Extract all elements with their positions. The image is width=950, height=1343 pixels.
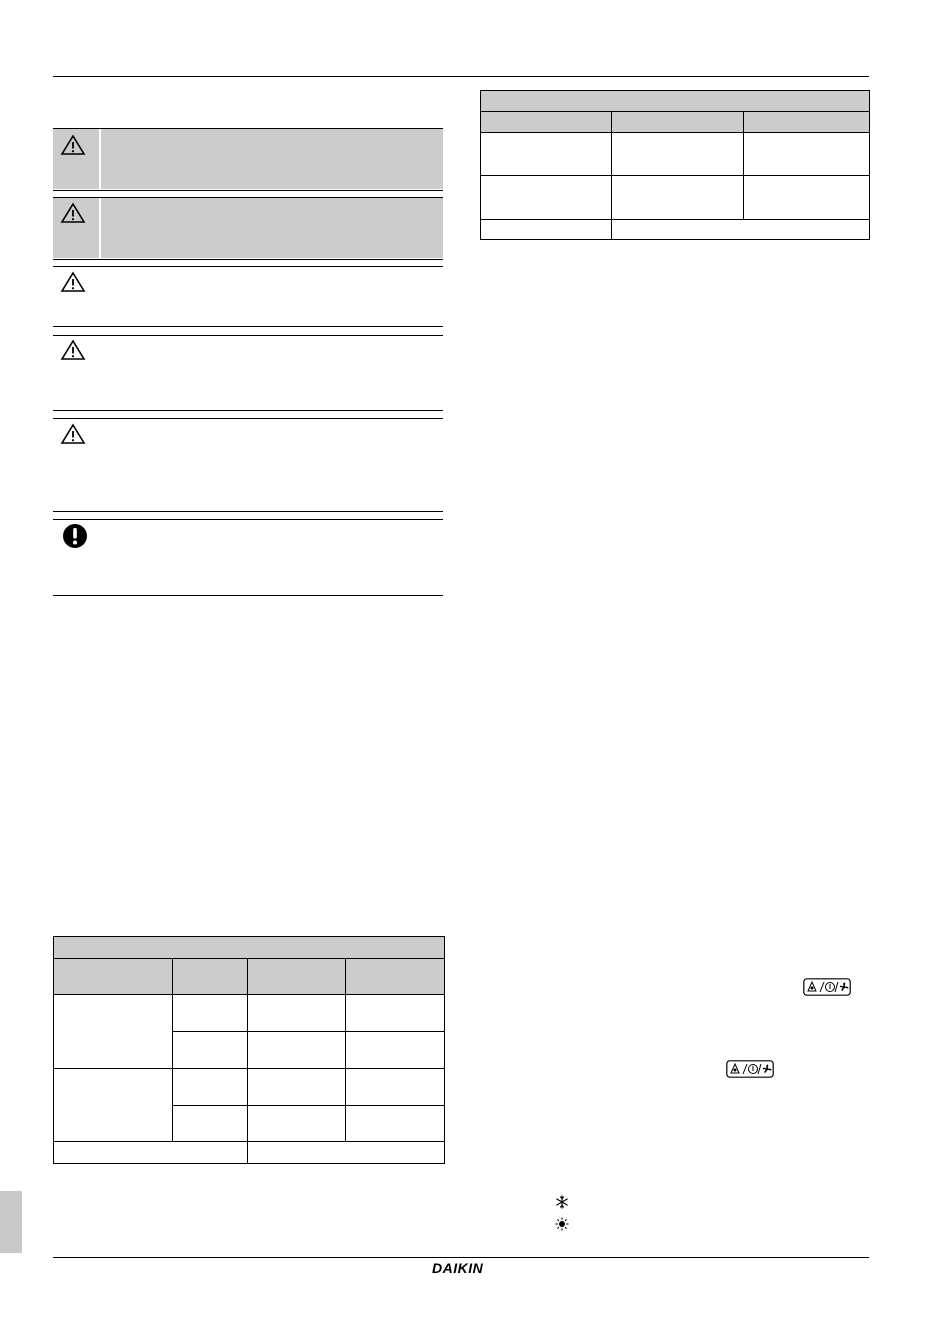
notice-rule [53,259,443,260]
table-cell [346,1069,445,1106]
table-cell [346,995,445,1032]
warning-triangle-icon [60,423,86,445]
notice-rule [53,190,443,191]
notice-rule [53,519,443,520]
table-header-cell [612,112,744,133]
header-rule [53,76,869,77]
table-header-cell [346,959,445,995]
table-cell [744,133,870,176]
notice-rule [53,595,443,596]
warning-triangle-icon [60,271,86,293]
table-cell [54,995,173,1069]
table-title-cell [481,91,870,112]
table-cell [173,1069,248,1106]
notice-rule [53,410,443,411]
exclamation-circle-icon [62,523,88,549]
table-cell [612,133,744,176]
table-cell [173,1106,248,1142]
table-header-cell [54,959,173,995]
table-cell [248,1032,346,1069]
table-cell [248,1142,445,1164]
table-cell [481,220,612,240]
table-cell [54,1069,173,1142]
table-header-cell [248,959,346,995]
notice-rule [53,335,443,336]
brand-logo: DAIKIN [432,1260,484,1276]
table-cell [248,995,346,1032]
mode-button-icon [726,1060,774,1078]
spec-table-right [480,90,870,240]
mode-button-icon [803,978,851,996]
table-cell [248,1069,346,1106]
notice-rule [53,418,443,419]
table-header-cell [481,112,612,133]
spec-table-left [53,936,445,1164]
table-title-cell [54,937,445,959]
notice-rule [53,326,443,327]
table-cell [481,176,612,220]
table-header-cell [173,959,248,995]
warning-notice [53,129,443,189]
snowflake-icon [555,1195,569,1209]
table-cell [54,1142,248,1164]
notice-rule [53,266,443,267]
warning-notice [53,198,443,258]
table-cell [481,133,612,176]
table-cell [346,1032,445,1069]
table-cell [744,176,870,220]
warning-triangle-icon [60,134,86,156]
notice-rule [53,511,443,512]
table-cell [173,1032,248,1069]
table-cell [612,176,744,220]
table-cell [346,1106,445,1142]
table-cell [173,995,248,1032]
sun-icon [555,1217,569,1231]
table-cell [248,1106,346,1142]
footer-rule [53,1257,869,1258]
table-header-cell [744,112,870,133]
side-tab [0,1191,22,1253]
table-cell [612,220,870,240]
warning-triangle-icon [60,202,86,224]
warning-triangle-icon [60,339,86,361]
